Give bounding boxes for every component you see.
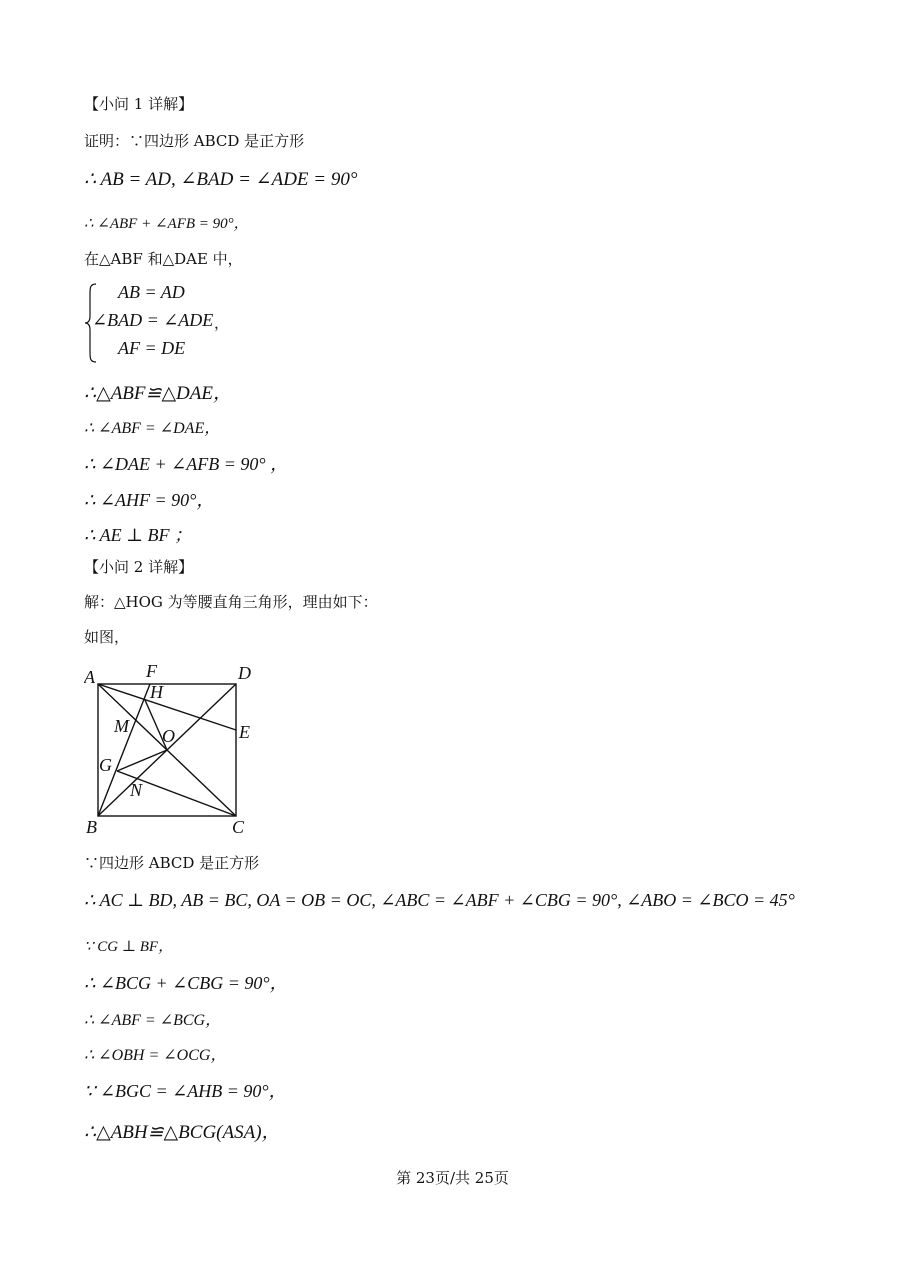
solution-line-6: ∴ ∠BCG + ∠CBG = 90°， (84, 973, 288, 993)
label-n: N (130, 780, 143, 800)
congruence-system (84, 282, 284, 364)
label-f: F (146, 661, 157, 681)
solution-line-5: ∵ CG ⊥ BF， (84, 939, 174, 955)
proof-line-1: 证明：∵四边形 ABCD 是正方形 (84, 132, 305, 150)
proof-line-9: ∴ AE ⊥ BF ； (84, 525, 193, 545)
solution-line-9: ∵ ∠BGC = ∠AHB = 90°， (84, 1081, 287, 1101)
solution-line-2: 如图， (84, 628, 130, 646)
label-c: C (232, 817, 245, 837)
proof-line-3: ∴ ∠ABF + ∠AFB = 90°， (84, 216, 249, 232)
label-m: M (114, 716, 129, 736)
proof-line-5: ∴△ABF≌△DAE， (84, 383, 232, 404)
solution-line-7: ∴ ∠ABF = ∠BCG， (84, 1012, 222, 1029)
proof-line-6: ∴ ∠ABF = ∠DAE， (84, 420, 221, 437)
label-d: D (238, 663, 251, 683)
label-g: G (99, 755, 112, 775)
solution-line-10: ∴△ABH≌△BCG(ASA)， (84, 1122, 281, 1143)
label-h: H (150, 682, 163, 702)
proof-line-4: 在△ABF 和△DAE 中， (84, 250, 243, 268)
solution-line-8: ∴ ∠OBH = ∠OCG， (84, 1047, 227, 1064)
system-comma: ， (214, 316, 230, 332)
page-footer: 第 23页/共 25页 (396, 1169, 509, 1187)
proof-line-2: ∴ AB = AD, ∠BAD = ∠ADE = 90° (84, 169, 358, 190)
solution-line-4: ∴ AC ⊥ BD, AB = BC, OA = OB = OC, ∠ABC = ∠ABF + ∠CBG = 90°, ∠ABO = ∠BCO = 45° (84, 890, 795, 910)
part2-header: 【小问 2 详解】 (84, 558, 194, 576)
label-o: O (162, 726, 175, 746)
proof-line-7: ∴ ∠DAE + ∠AFB = 90° ， (84, 454, 289, 474)
label-e: E (239, 722, 250, 742)
system-line-1: AB = AD (118, 282, 185, 302)
solution-line-1: 解：△HOG 为等腰直角三角形，理由如下： (84, 593, 378, 611)
segment-bf (98, 684, 150, 816)
system-line-2: ∠BAD = ∠ADE (92, 310, 214, 330)
system-line-3: AF = DE (118, 338, 186, 358)
part1-header: 【小问 1 详解】 (84, 95, 194, 113)
label-b: B (86, 817, 97, 837)
segment-og (117, 750, 167, 771)
label-a: A (84, 667, 95, 687)
proof-line-8: ∴ ∠AHF = 90°， (84, 490, 215, 510)
solution-line-3: ∵四边形 ABCD 是正方形 (84, 854, 260, 872)
geometry-figure (84, 660, 284, 840)
